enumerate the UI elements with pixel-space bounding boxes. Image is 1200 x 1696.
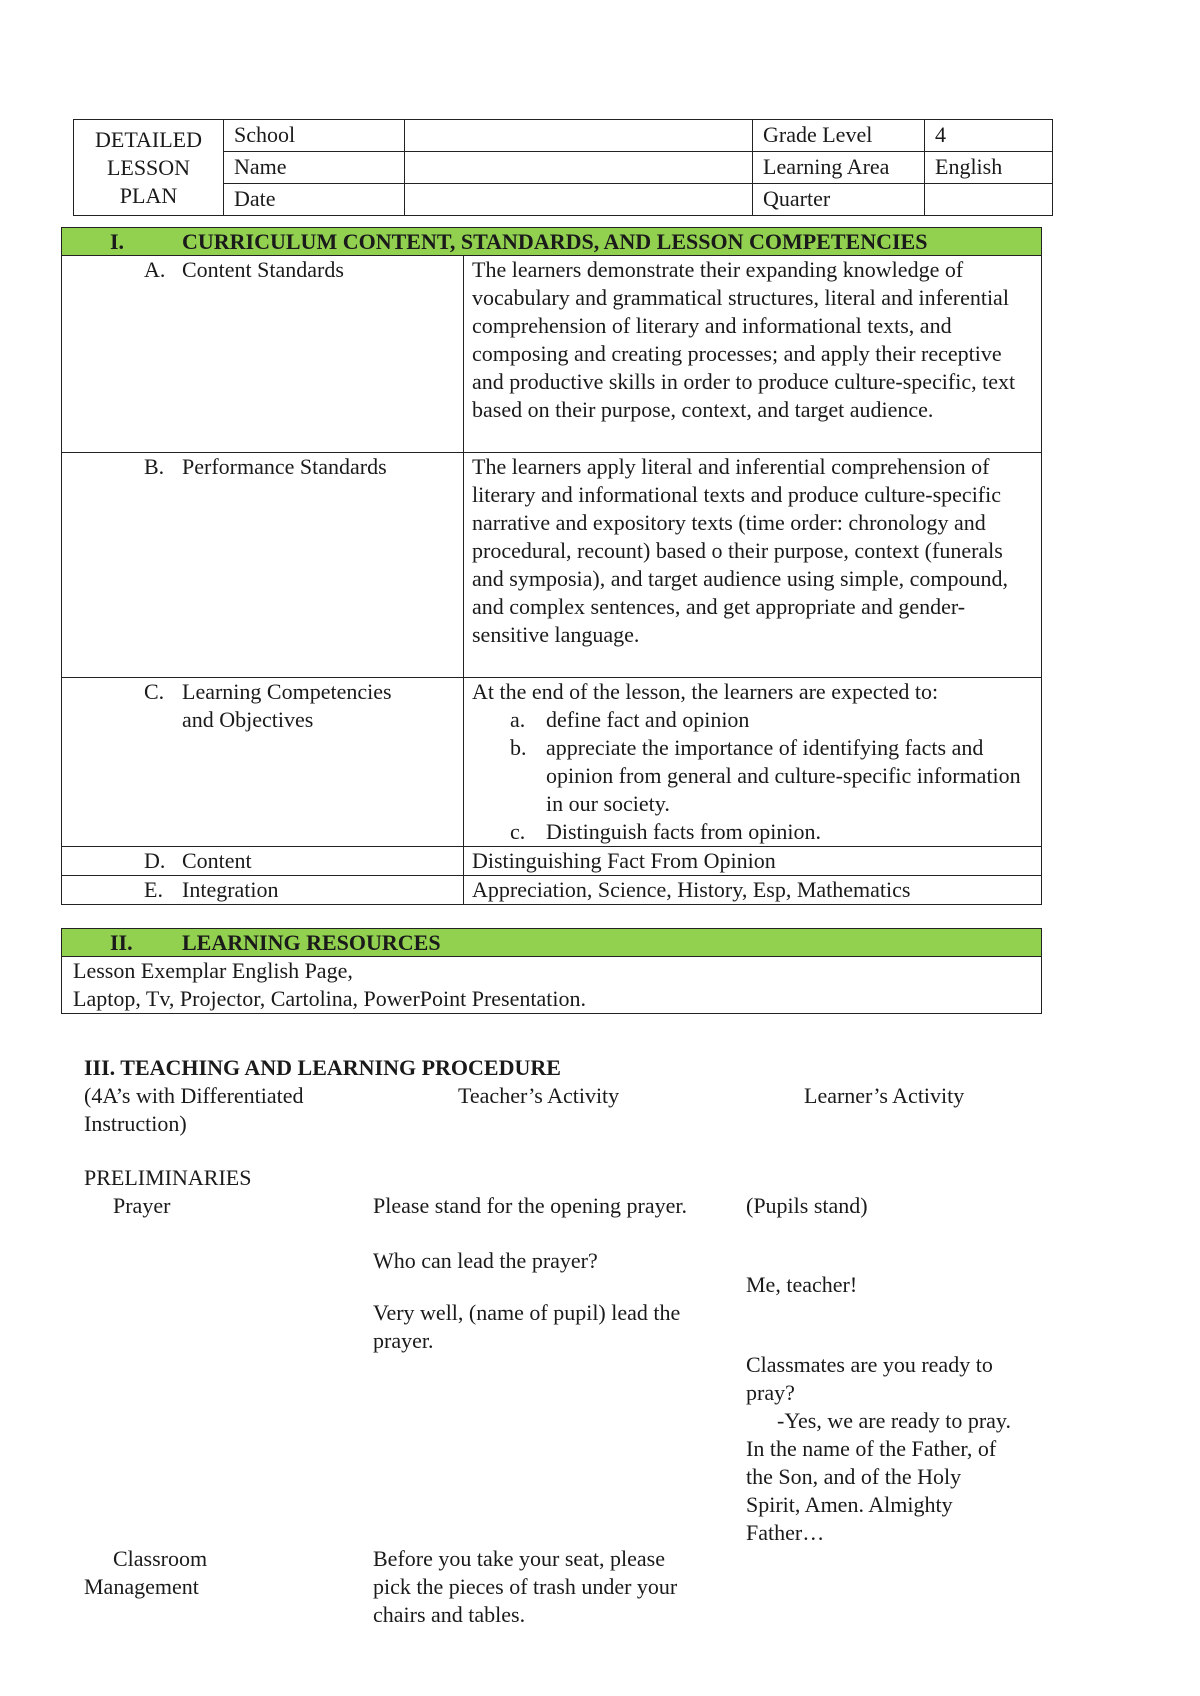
row-label-text: Content — [182, 848, 252, 873]
name-value — [405, 152, 753, 184]
section-curriculum-table — [61, 227, 1042, 905]
learner-prayer-line: Spirit, Amen. Almighty — [746, 1492, 953, 1517]
learner-prayer-1: (Pupils stand) — [746, 1193, 868, 1218]
teacher-prayer-3 — [373, 1299, 680, 1355]
teacher-prayer-3-line: Very well, (name of pupil) lead the — [373, 1300, 681, 1325]
dlp-title-line: PLAN — [119, 182, 178, 208]
section-header — [62, 929, 1042, 957]
objectives-list — [472, 706, 1033, 846]
teacher-prayer-1: Please stand for the opening prayer. — [373, 1193, 688, 1218]
learner-activity-header: Learner’s Activity — [804, 1083, 965, 1108]
classroom-management-label — [84, 1545, 207, 1601]
section-title: LEARNING RESOURCES — [182, 930, 441, 955]
teacher-prayer-3-line: prayer. — [373, 1328, 434, 1353]
learner-prayer-line: pray? — [746, 1380, 795, 1405]
cm-label-line: Management — [84, 1574, 199, 1599]
grade-level-label: Grade Level — [753, 120, 925, 152]
row-letter: D. — [144, 848, 166, 873]
learning-area-value: English — [925, 152, 1053, 184]
learner-prayer-3 — [746, 1351, 1011, 1547]
learner-prayer-2: Me, teacher! — [746, 1272, 858, 1297]
cm-label-line: Classroom — [113, 1546, 208, 1571]
quarter-value — [925, 184, 1053, 216]
resources-line: Lesson Exemplar English Page, — [73, 958, 353, 983]
dlp-title-cell — [74, 120, 224, 216]
row-label-text: Performance Standards — [182, 454, 387, 479]
learning-area-label: Learning Area — [753, 152, 925, 184]
learner-prayer-line: In the name of the Father, of — [746, 1436, 997, 1461]
section-title: CURRICULUM CONTENT, STANDARDS, AND LESSON COMPETENCIES — [182, 229, 928, 254]
list-item — [472, 706, 1033, 734]
list-letter: c. — [510, 819, 526, 844]
section-number: I. — [110, 229, 125, 254]
quarter-label: Quarter — [753, 184, 925, 216]
row-label — [62, 453, 464, 678]
row-letter: B. — [144, 454, 165, 479]
row-label-text: Integration — [182, 877, 279, 902]
learner-prayer-line: Father… — [746, 1520, 825, 1545]
list-letter: a. — [510, 707, 526, 732]
col1-header-line: (4A’s with Differentiated — [84, 1083, 304, 1108]
integration-text: Appreciation, Science, History, Esp, Mathematics — [464, 876, 1042, 905]
content-standards-text: The learners demonstrate their expanding knowledge of vocabulary and grammatical structures, literal and inferential comprehension of literary and informational texts, and composing and creating processes; and apply their receptive and productive skills in order to produce culture-specific, text based on their purpose, context, and target audience. — [464, 256, 1042, 453]
row-label — [62, 847, 464, 876]
row-letter: E. — [144, 877, 163, 902]
row-label-text: and Objectives — [182, 707, 314, 732]
competencies-row — [62, 678, 1042, 847]
row-label-text: Content Standards — [182, 257, 344, 282]
date-value — [405, 184, 753, 216]
content-row — [62, 847, 1042, 876]
list-item — [472, 818, 1033, 846]
list-text: appreciate the importance of identifying facts and opinion from general and culture-specific information in our society. — [546, 735, 1021, 816]
row-letter: A. — [144, 257, 166, 282]
learner-prayer-line: Classmates are you ready to — [746, 1352, 993, 1377]
section-number: II. — [110, 930, 133, 955]
teacher-cm-line: Before you take your seat, please — [373, 1546, 665, 1571]
grade-level-value: 4 — [925, 120, 1053, 152]
performance-standards-row — [62, 453, 1042, 678]
list-letter: b. — [510, 735, 527, 760]
learner-prayer-line: the Son, and of the Holy — [746, 1464, 962, 1489]
content-standards-row — [62, 256, 1042, 453]
resources-line: Laptop, Tv, Projector, Cartolina, PowerPoint Presentation. — [73, 986, 586, 1011]
performance-standards-text: The learners apply literal and inferential comprehension of literary and informational texts and produce culture-specific narrative and expository texts (time order: chronology and procedural, recount) based o their purpose, context (funerals and symposia), and target audience using simple, compound, and complex sentences, and get appropriate and gender-sensitive language. — [464, 453, 1042, 678]
preliminaries-label: PRELIMINARIES — [84, 1165, 252, 1190]
teacher-cm-line: pick the pieces of trash under your — [373, 1574, 678, 1599]
name-label: Name — [224, 152, 405, 184]
teacher-classroom-management — [373, 1545, 677, 1629]
row-label — [62, 678, 464, 847]
teacher-activity-header: Teacher’s Activity — [458, 1083, 620, 1108]
section-header — [62, 228, 1042, 256]
competencies-intro: At the end of the lesson, the learners are expected to: — [472, 679, 939, 704]
section-resources-table — [61, 928, 1042, 1014]
date-label: Date — [224, 184, 405, 216]
lesson-header-table — [73, 119, 1053, 216]
resources-cell — [62, 957, 1042, 1014]
school-value — [405, 120, 753, 152]
row-label — [62, 256, 464, 453]
dlp-title-line: LESSON — [106, 154, 191, 180]
list-text: define fact and opinion — [546, 707, 750, 732]
list-item — [472, 734, 1033, 818]
learner-prayer-line: -Yes, we are ready to pray. — [777, 1408, 1011, 1433]
teacher-prayer-2: Who can lead the prayer? — [373, 1248, 598, 1273]
section-header-row — [62, 929, 1042, 957]
list-text: Distinguish facts from opinion. — [546, 819, 821, 844]
row-label-text: Learning Competencies — [182, 679, 392, 704]
procedure-title: III. TEACHING AND LEARNING PROCEDURE — [84, 1055, 561, 1080]
dlp-title-line: DETAILED — [95, 126, 202, 152]
row-label — [62, 876, 464, 905]
integration-row — [62, 876, 1042, 905]
col1-header-line: Instruction) — [84, 1111, 187, 1136]
school-label: School — [224, 120, 405, 152]
section-header-row — [62, 228, 1042, 256]
teacher-cm-line: chairs and tables. — [373, 1602, 526, 1627]
resources-row — [62, 957, 1042, 1014]
col1-header — [84, 1082, 304, 1138]
competencies-cell — [464, 678, 1042, 847]
prayer-label: Prayer — [113, 1193, 171, 1218]
content-text: Distinguishing Fact From Opinion — [464, 847, 1042, 876]
row-letter: C. — [144, 679, 165, 704]
